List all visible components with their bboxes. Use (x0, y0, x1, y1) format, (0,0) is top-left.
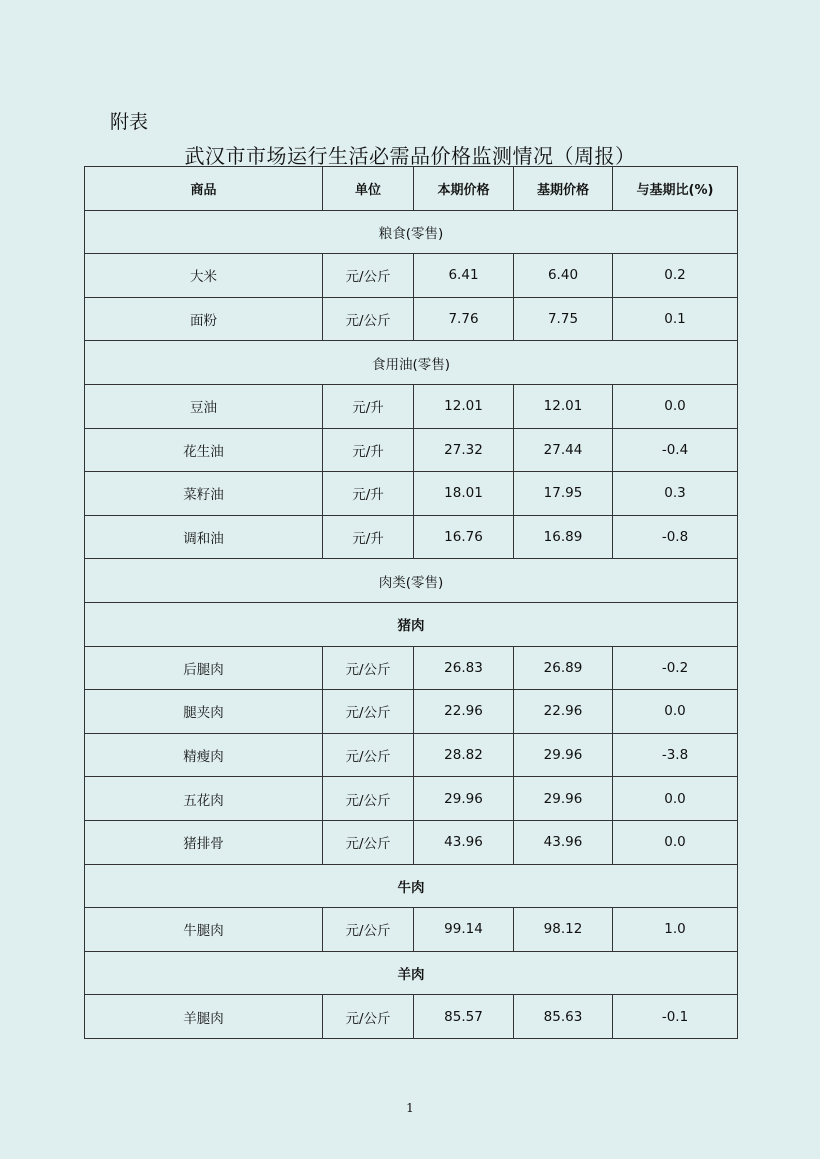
current-price-cell: 18.01 (414, 472, 514, 516)
commodity-cell: 面粉 (85, 297, 323, 341)
header-unit: 单位 (323, 167, 414, 211)
current-price-cell: 22.96 (414, 690, 514, 734)
current-price-cell: 99.14 (414, 908, 514, 952)
unit-cell: 元/升 (323, 428, 414, 472)
table-row (85, 472, 738, 516)
category-row (85, 559, 738, 603)
commodity-cell: 猪排骨 (85, 820, 323, 864)
table-row (85, 428, 738, 472)
change-percent-cell: 0.3 (613, 472, 738, 516)
change-percent-cell: 0.0 (613, 777, 738, 821)
price-monitoring-table (84, 166, 738, 1039)
change-percent-cell: -0.8 (613, 515, 738, 559)
base-price-cell: 6.40 (514, 254, 613, 298)
base-price-cell: 12.01 (514, 384, 613, 428)
header-commodity: 商品 (85, 167, 323, 211)
table-row (85, 254, 738, 298)
change-percent-cell: -0.2 (613, 646, 738, 690)
unit-cell: 元/公斤 (323, 995, 414, 1039)
table-row (85, 515, 738, 559)
current-price-cell: 6.41 (414, 254, 514, 298)
header-change-percent: 与基期比(%) (613, 167, 738, 211)
unit-cell: 元/公斤 (323, 777, 414, 821)
current-price-cell: 28.82 (414, 733, 514, 777)
current-price-cell: 26.83 (414, 646, 514, 690)
change-percent-cell: 0.0 (613, 690, 738, 734)
change-percent-cell: 0.1 (613, 297, 738, 341)
current-price-cell: 29.96 (414, 777, 514, 821)
document-title: 武汉市市场运行生活必需品价格监测情况（周报） (184, 144, 636, 168)
commodity-cell: 五花肉 (85, 777, 323, 821)
change-percent-cell: 0.2 (613, 254, 738, 298)
current-price-cell: 43.96 (414, 820, 514, 864)
table-row (85, 908, 738, 952)
unit-cell: 元/升 (323, 472, 414, 516)
table-row (85, 297, 738, 341)
table-row (85, 733, 738, 777)
change-percent-cell: 1.0 (613, 908, 738, 952)
header-current-price: 本期价格 (414, 167, 514, 211)
table-row (85, 646, 738, 690)
category-label: 食用油(零售) (85, 341, 738, 385)
base-price-cell: 27.44 (514, 428, 613, 472)
unit-cell: 元/公斤 (323, 646, 414, 690)
base-price-cell: 29.96 (514, 733, 613, 777)
change-percent-cell: -3.8 (613, 733, 738, 777)
change-percent-cell: -0.1 (613, 995, 738, 1039)
current-price-cell: 16.76 (414, 515, 514, 559)
subcategory-row (85, 602, 738, 646)
unit-cell: 元/公斤 (323, 690, 414, 734)
current-price-cell: 7.76 (414, 297, 514, 341)
category-row (85, 210, 738, 254)
base-price-cell: 29.96 (514, 777, 613, 821)
current-price-cell: 85.57 (414, 995, 514, 1039)
category-row (85, 341, 738, 385)
subcategory-row (85, 864, 738, 908)
commodity-cell: 羊腿肉 (85, 995, 323, 1039)
category-label: 肉类(零售) (85, 559, 738, 603)
base-price-cell: 85.63 (514, 995, 613, 1039)
base-price-cell: 16.89 (514, 515, 613, 559)
current-price-cell: 27.32 (414, 428, 514, 472)
appendix-label: 附表 (110, 111, 149, 133)
unit-cell: 元/升 (323, 515, 414, 559)
base-price-cell: 22.96 (514, 690, 613, 734)
commodity-cell: 后腿肉 (85, 646, 323, 690)
commodity-cell: 花生油 (85, 428, 323, 472)
category-label: 粮食(零售) (85, 210, 738, 254)
subcategory-label: 猪肉 (85, 602, 738, 646)
unit-cell: 元/公斤 (323, 297, 414, 341)
table-header-row (85, 167, 738, 211)
commodity-cell: 菜籽油 (85, 472, 323, 516)
change-percent-cell: -0.4 (613, 428, 738, 472)
unit-cell: 元/公斤 (323, 908, 414, 952)
commodity-cell: 腿夹肉 (85, 690, 323, 734)
table-row (85, 777, 738, 821)
unit-cell: 元/升 (323, 384, 414, 428)
page-number: 1 (406, 1101, 414, 1115)
change-percent-cell: 0.0 (613, 820, 738, 864)
subcategory-label: 羊肉 (85, 951, 738, 995)
header-base-price: 基期价格 (514, 167, 613, 211)
base-price-cell: 43.96 (514, 820, 613, 864)
subcategory-label: 牛肉 (85, 864, 738, 908)
commodity-cell: 豆油 (85, 384, 323, 428)
unit-cell: 元/公斤 (323, 820, 414, 864)
table-body (85, 210, 738, 1038)
table-row (85, 384, 738, 428)
commodity-cell: 精瘦肉 (85, 733, 323, 777)
base-price-cell: 7.75 (514, 297, 613, 341)
subcategory-row (85, 951, 738, 995)
commodity-cell: 大米 (85, 254, 323, 298)
unit-cell: 元/公斤 (323, 254, 414, 298)
unit-cell: 元/公斤 (323, 733, 414, 777)
change-percent-cell: 0.0 (613, 384, 738, 428)
base-price-cell: 17.95 (514, 472, 613, 516)
base-price-cell: 98.12 (514, 908, 613, 952)
commodity-cell: 调和油 (85, 515, 323, 559)
current-price-cell: 12.01 (414, 384, 514, 428)
table-row (85, 995, 738, 1039)
base-price-cell: 26.89 (514, 646, 613, 690)
commodity-cell: 牛腿肉 (85, 908, 323, 952)
table-row (85, 820, 738, 864)
table-row (85, 690, 738, 734)
